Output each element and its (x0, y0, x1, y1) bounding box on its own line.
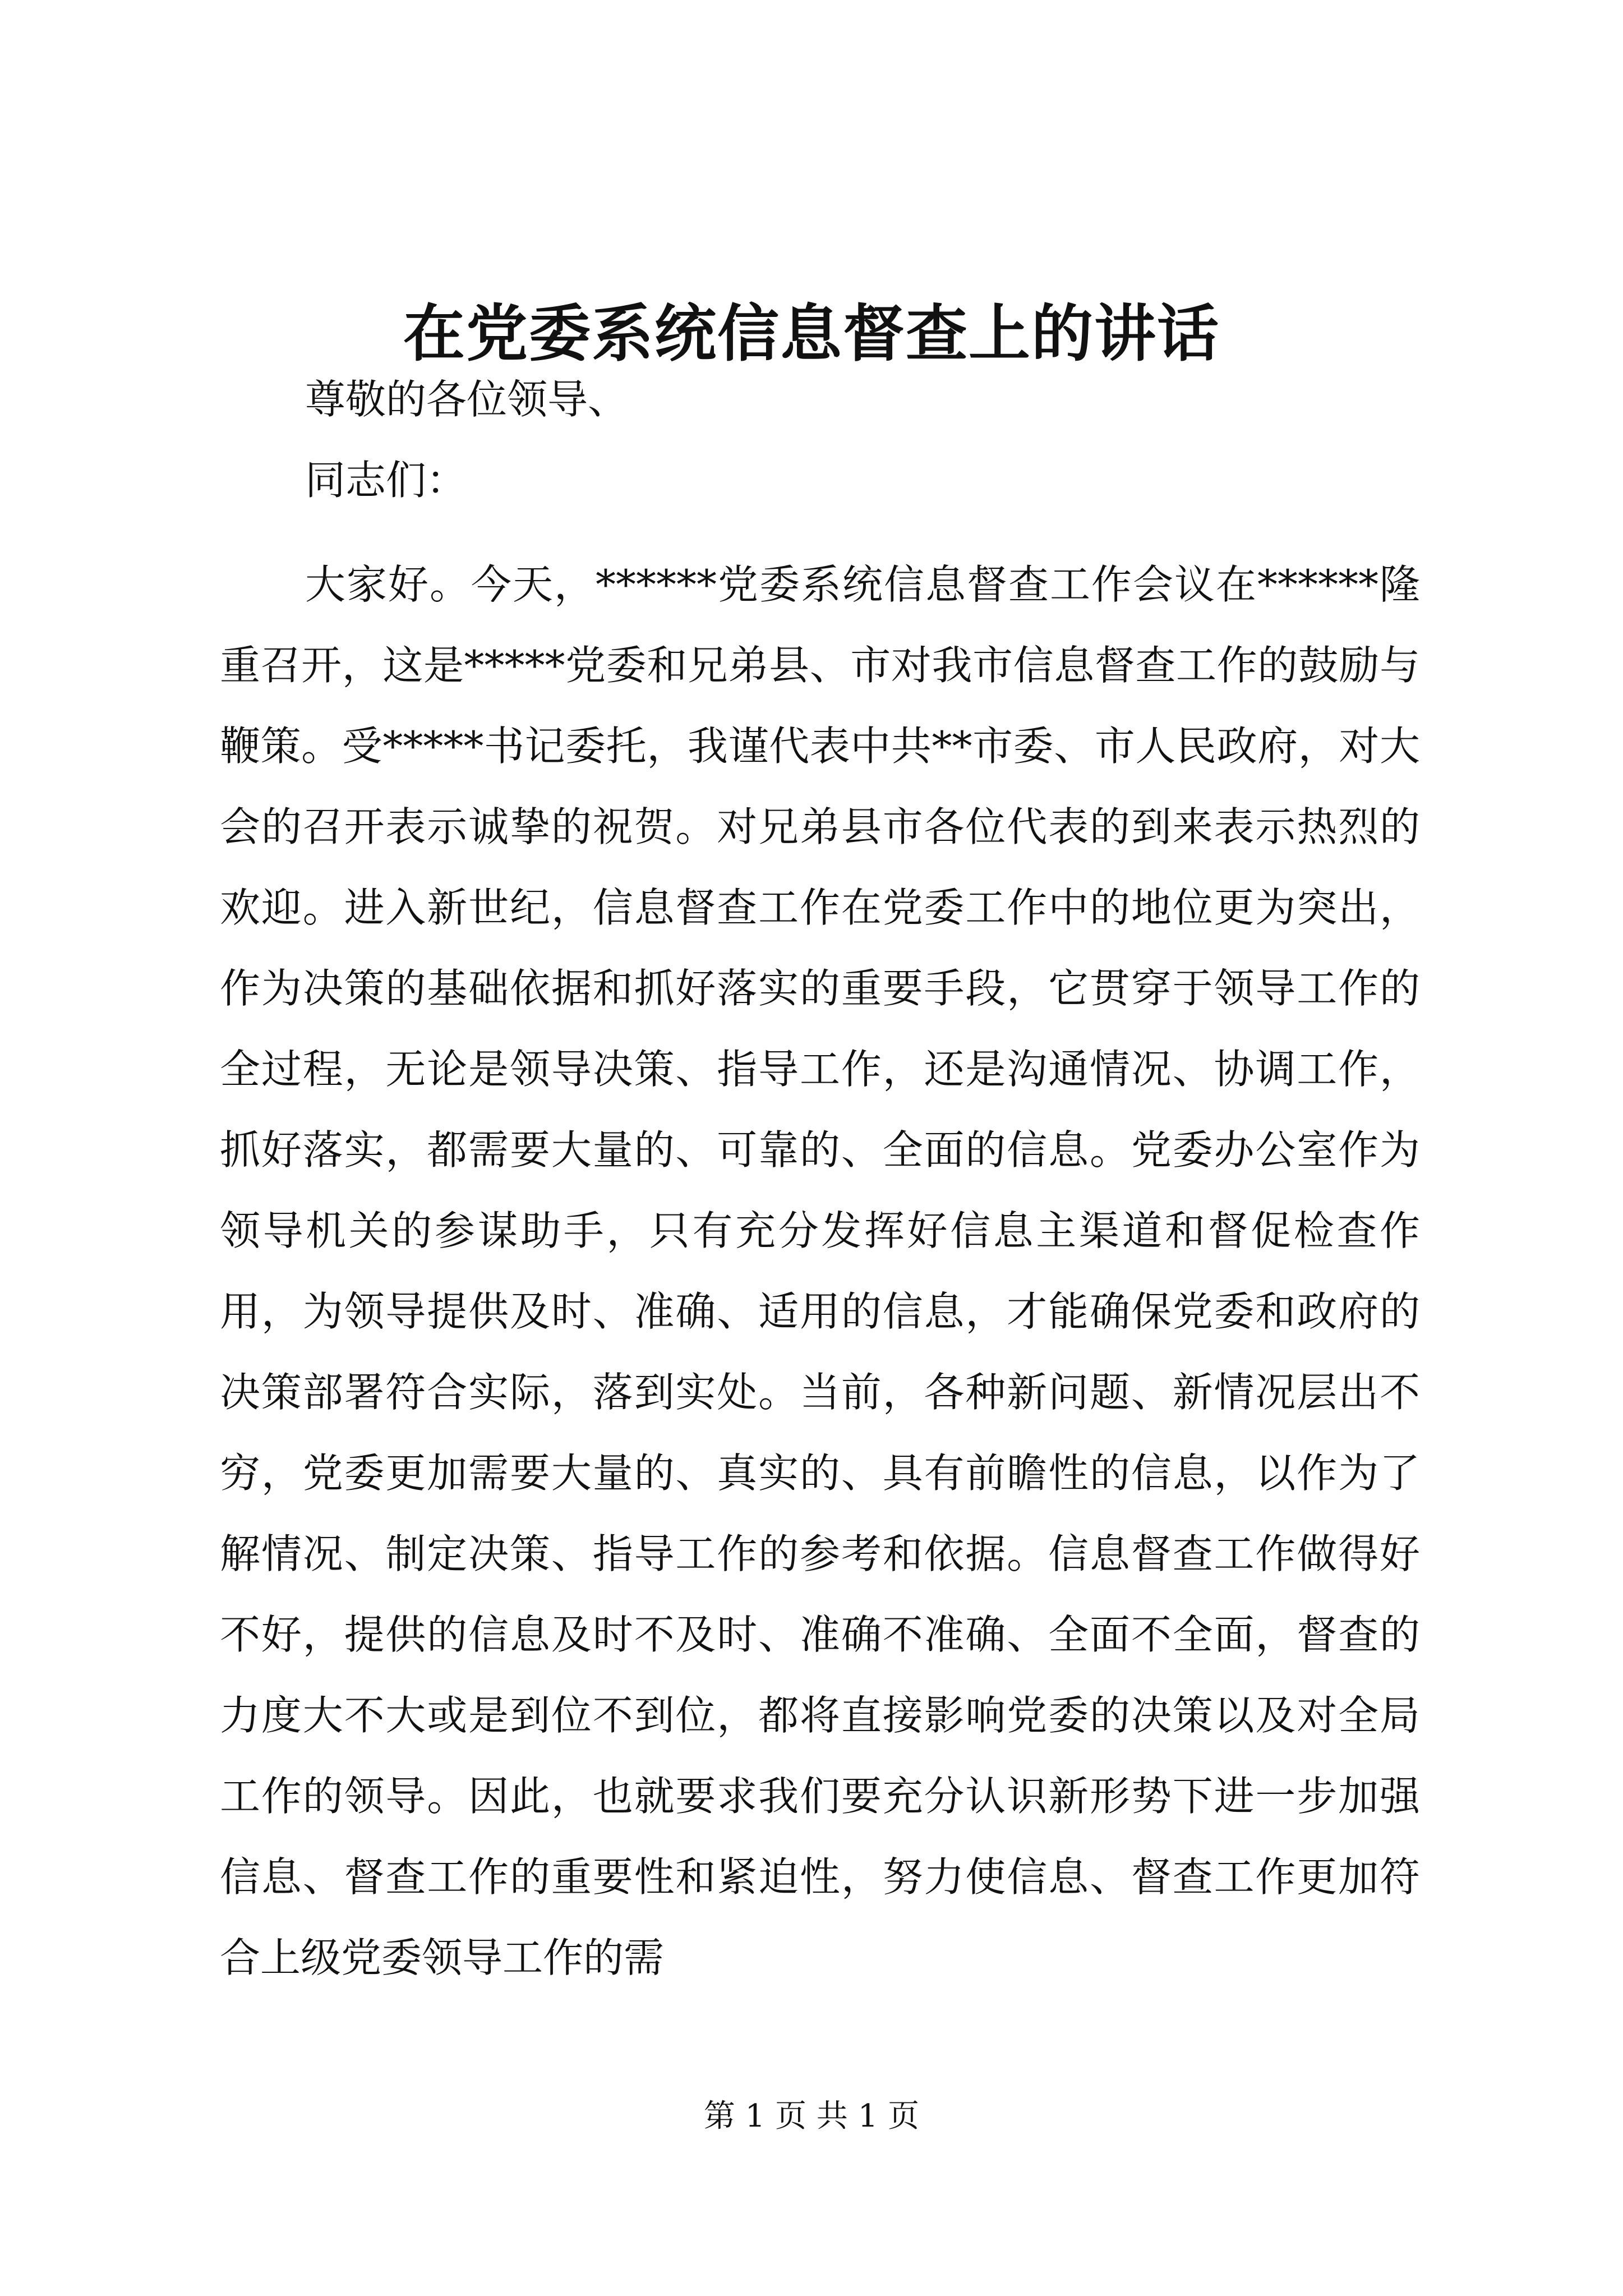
page-footer: 第 1 页 共 1 页 (703, 2098, 920, 2134)
salutation-line-2: 同志们： (305, 457, 467, 504)
salutation-line-1: 尊敬的各位领导、 (305, 376, 629, 423)
body-paragraph: 大家好。今天，******党委系统信息督查工作会议在******隆重召开，这是*****党委和兄弟县、市对我市信息督查工作的鼓励与鞭策。受*****书记委托，我谨代表中共**市委、市人民政府，对大会的召开表示诚挚的祝贺。对兄弟县市各位代表的到来表示热烈的欢迎。进入新世纪，信息督查工作在党委工作中的地位更为突出，作为决策的基础依据和抓好落实的重要手段，它贯穿于领导工作的全过程，无论是领导决策、指导工作，还是沟通情况、协调工作，抓好落实，都需要大量的、可靠的、全面的信息。党委办公室作为领导机关的参谋助手，只有充分发挥好信息主渠道和督促检查作用，为领导提供及时、准确、适用的信息，才能确保党委和政府的决策部署符合实际，落到实处。当前，各种新问题、新情况层出不穷，党委更加需要大量的、真实的、具有前瞻性的信息，以作为了解情况、制定决策、指导工作的参考和依据。信息督查工作做得好不好，提供的信息及时不及时、准确不准确、全面不全面，督查的力度大不大或是到位不到位，都将直接影响党委的决策以及对全局工作的领导。因此，也就要求我们要充分认识新形势下进一步加强信息、督查工作的重要性和紧迫性，努力使信息、督查工作更加符合上级党委领导工作的需 (220, 561, 1420, 1981)
document-title: 在党委系统信息督查上的讲话 (403, 297, 1220, 370)
